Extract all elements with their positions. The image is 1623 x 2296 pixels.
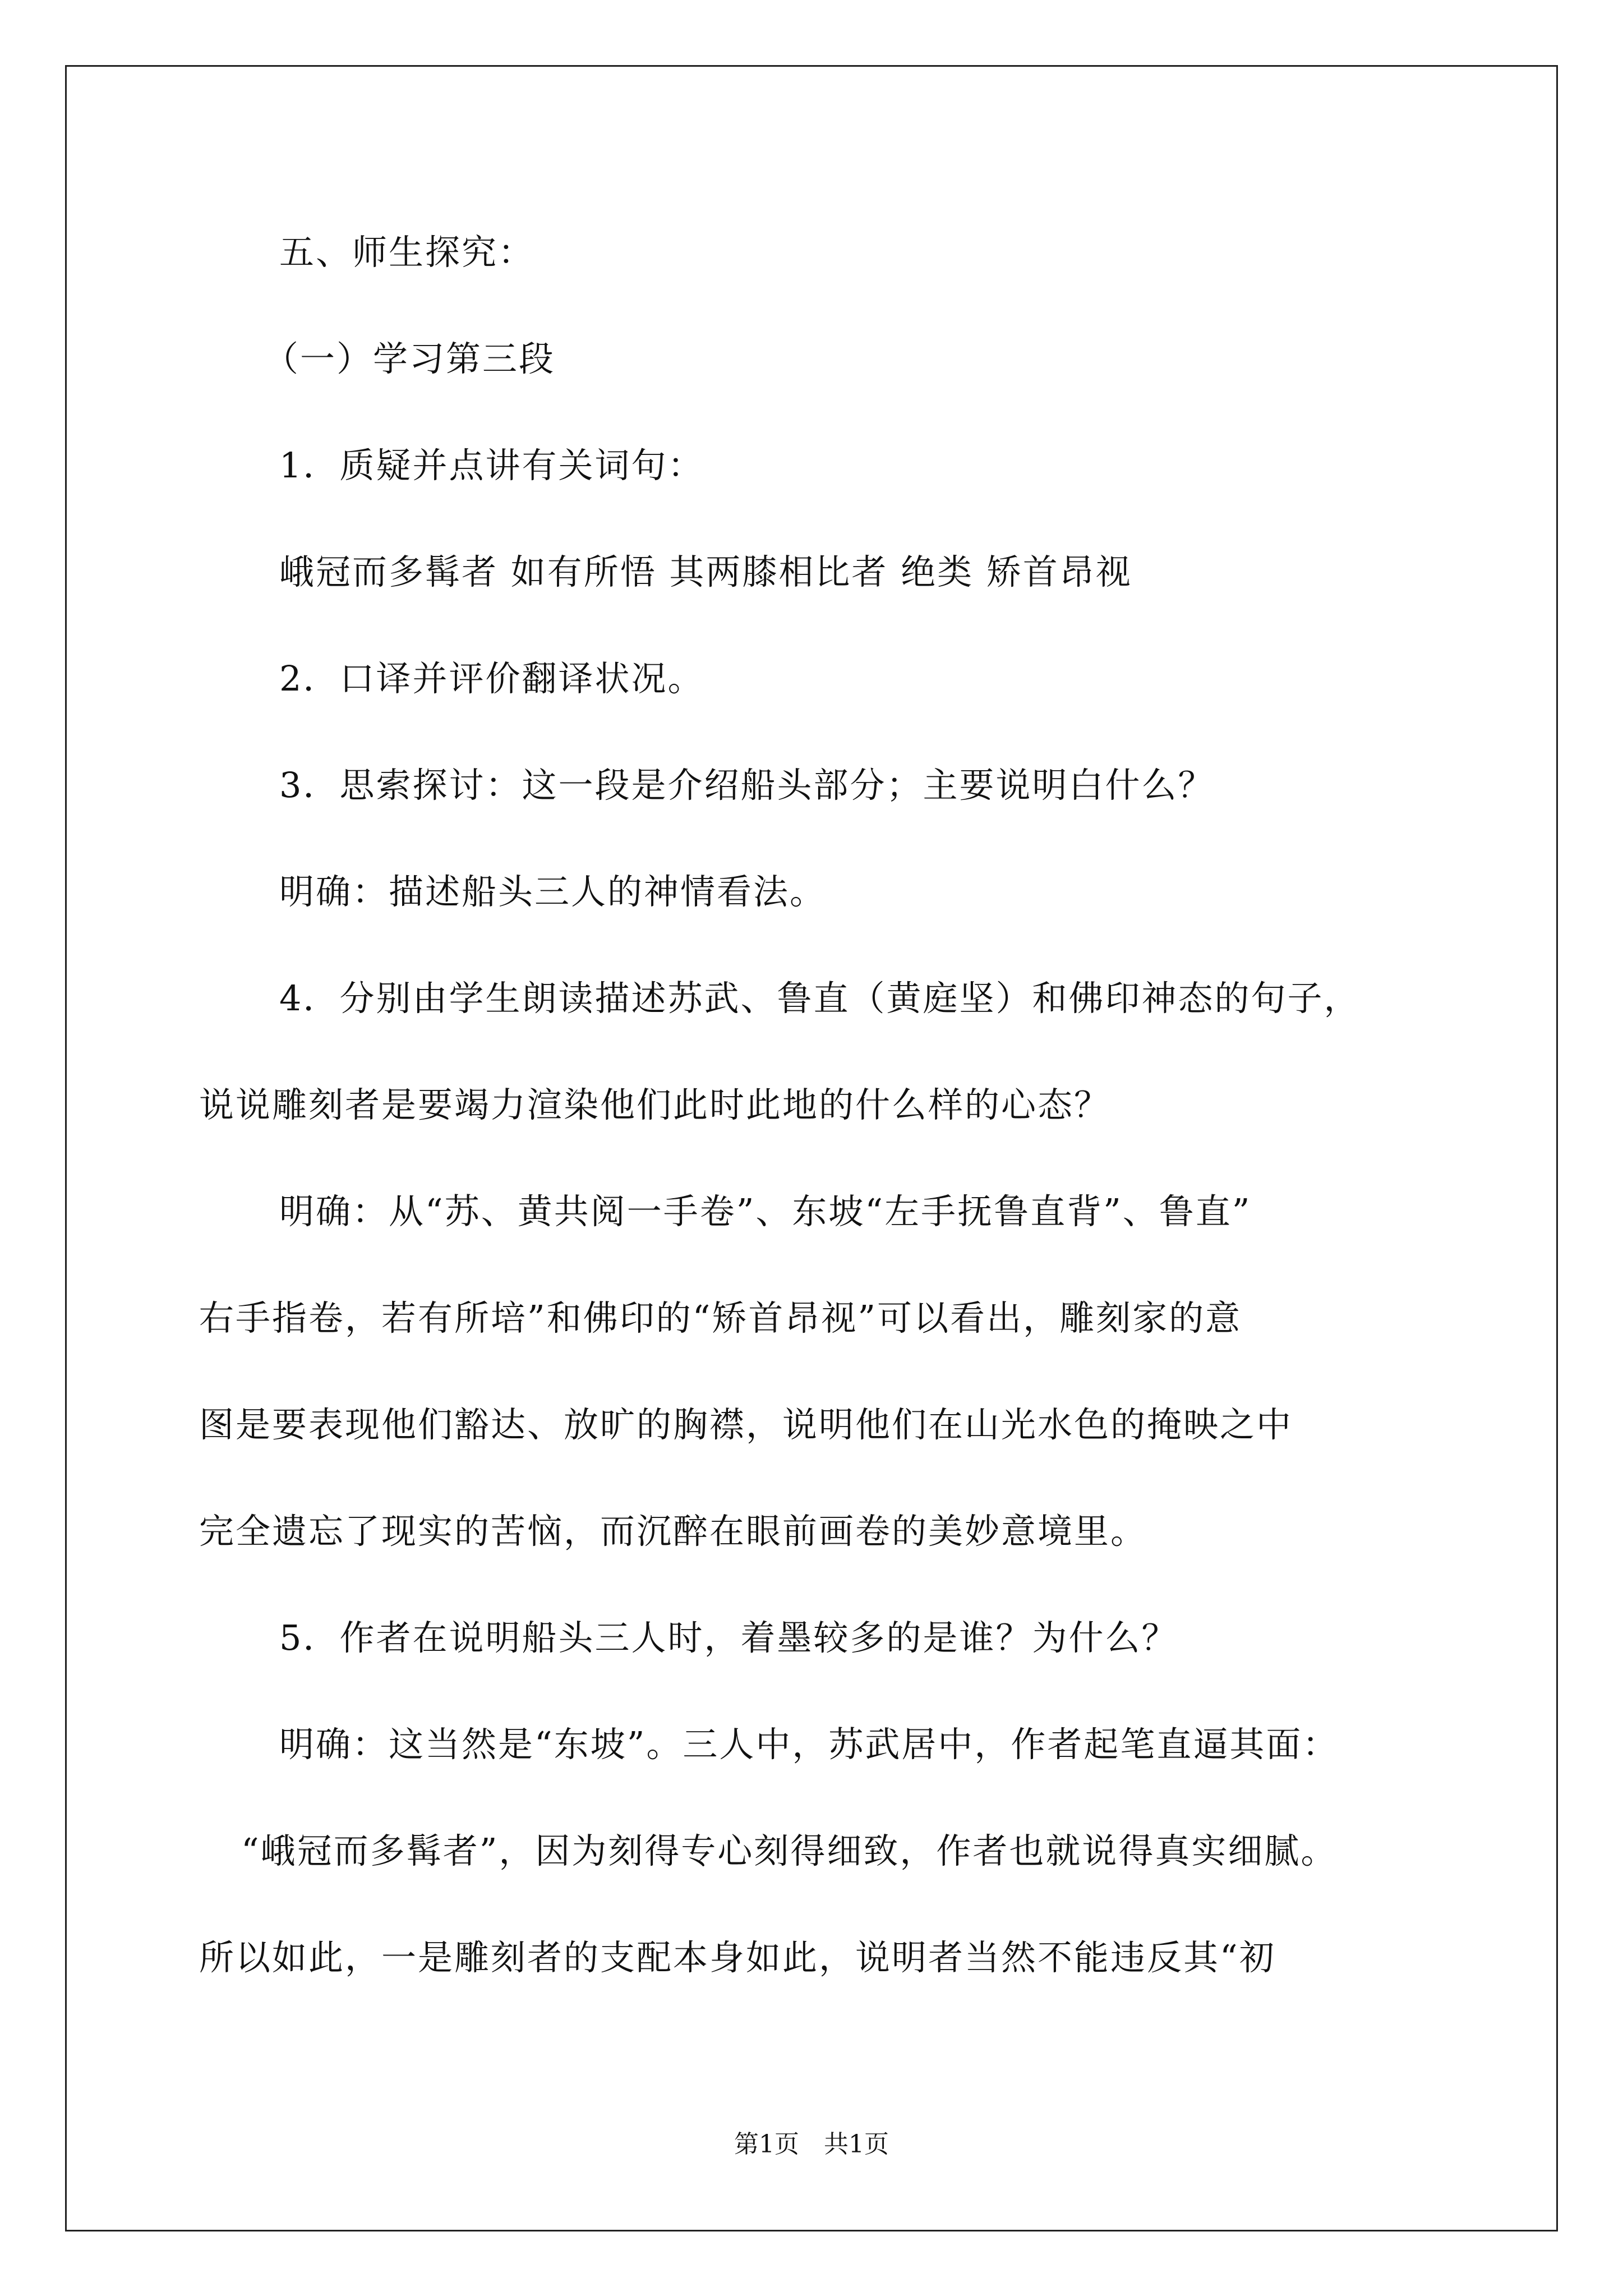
paragraph-line: 所以如此，一是雕刻者的支配本身如此，说明者当然不能违反其“初 [199, 1937, 1276, 1978]
paragraph-line: 图是要表现他们豁达、放旷的胸襟，说明他们在山光水色的掩映之中 [199, 1404, 1293, 1445]
paragraph-line: 2．口译并评价翻译状况。 [279, 658, 704, 699]
paragraph-line: 右手指卷，若有所培”和佛印的“矫首昂视”可以看出，雕刻家的意 [199, 1297, 1242, 1338]
paragraph-line: 5．作者在说明船头三人时，着墨较多的是谁？为什么？ [279, 1617, 1178, 1658]
paragraph-line: 1．质疑并点讲有关词句： [279, 445, 704, 486]
paragraph-line: 4．分别由学生朗读描述苏武、鲁直（黄庭坚）和佛印神态的句子， [279, 978, 1361, 1019]
section-heading: 五、师生探究： [279, 232, 535, 273]
paragraph-line: 明确：描述船头三人的神情看法。 [279, 871, 827, 912]
paragraph-line: 明确：从“苏、黄共阅一手卷”、东坡“左手抚鲁直背”、鲁直” [279, 1191, 1252, 1232]
paragraph-line: 明确：这当然是“东坡”。三人中，苏武居中，作者起笔直逼其面： [279, 1724, 1339, 1765]
paragraph-line: 3．思索探讨：这一段是介绍船头部分；主要说明白什么？ [279, 765, 1215, 806]
page-footer: 第1页 共1页 [734, 2130, 889, 2159]
paragraph-line: “峨冠而多髯者”，因为刻得专心刻得细致，作者也就说得真实细腻。 [241, 1830, 1338, 1871]
paragraph-line: 峨冠而多髯者 如有所悟 其两膝相比者 绝类 矫首昂视 [279, 551, 1132, 592]
paragraph-line: 说说雕刻者是要竭力渲染他们此时此地的什么样的心态？ [199, 1084, 1111, 1125]
page-border [65, 65, 1558, 2231]
subsection-heading: （一）学习第三段 [264, 338, 556, 379]
paragraph-line: 完全遗忘了现实的苦恼，而沉醉在眼前画卷的美妙意境里。 [199, 1511, 1147, 1552]
